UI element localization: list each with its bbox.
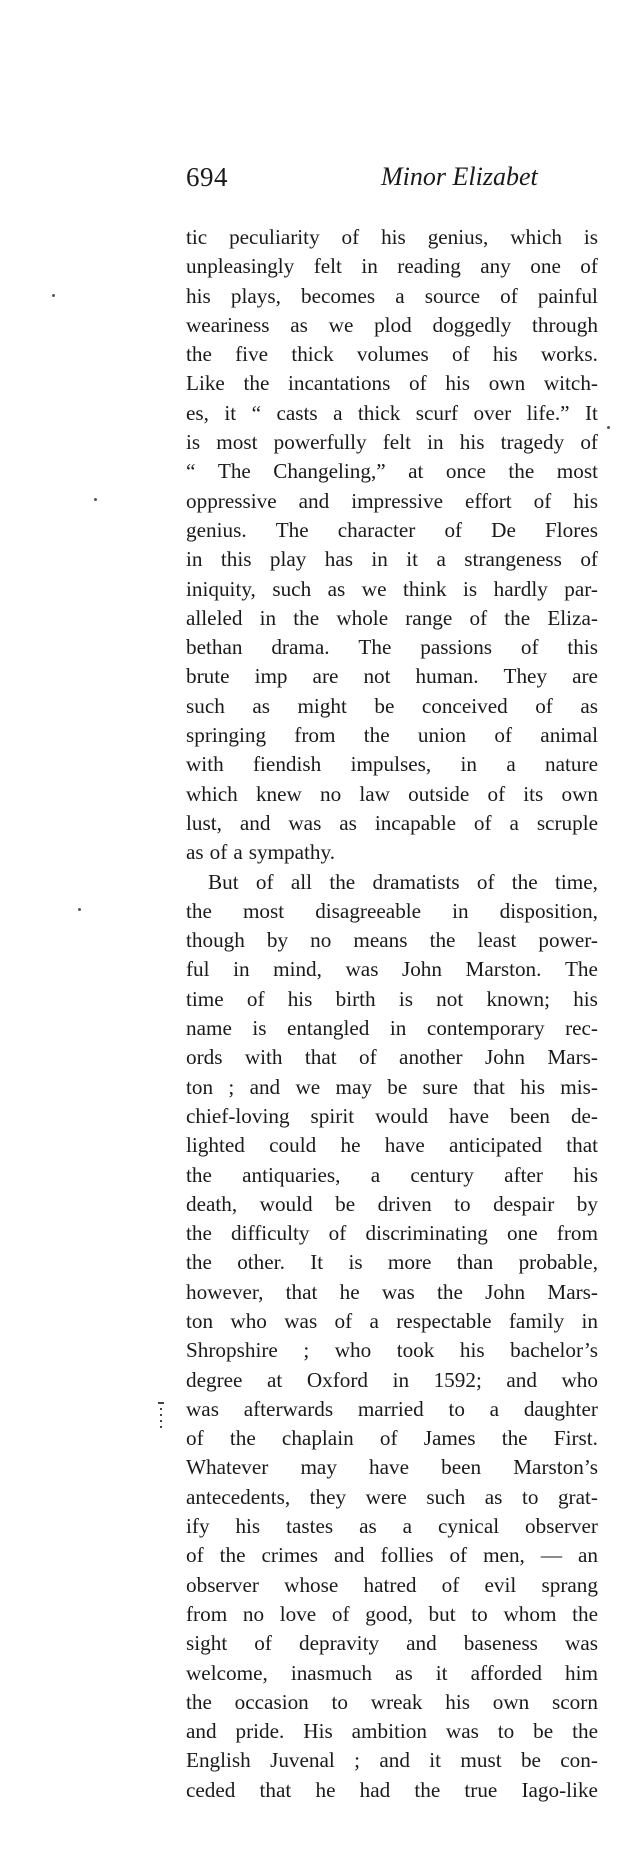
text-line: from no love of good, but to whom the xyxy=(186,1601,598,1626)
text-line: bethan drama. The passions of this xyxy=(186,635,598,660)
text-line: ify his tastes as a cynical observer xyxy=(186,1514,598,1539)
text-line: and pride. His ambition was to be the xyxy=(186,1719,598,1744)
text-line: degree at Oxford in 1592; and who xyxy=(186,1367,598,1392)
text-line: with fiendish impulses, in a nature xyxy=(186,752,598,777)
text-line: name is entangled in contemporary rec- xyxy=(186,1016,598,1041)
margin-annotation-mark xyxy=(158,1402,164,1428)
text-line: as of a sympathy. xyxy=(186,840,336,865)
text-line: iniquity, such as we think is hardly par- xyxy=(186,576,598,601)
margin-speck xyxy=(94,498,97,501)
text-line: es, it “ casts a thick scurf over life.” It xyxy=(186,400,598,425)
text-line: his plays, becomes a source of painful xyxy=(186,283,598,308)
text-line: weariness as we plod doggedly through xyxy=(186,312,598,337)
text-line: time of his birth is not known; his xyxy=(186,986,598,1011)
text-line: the difficulty of discriminating one from xyxy=(186,1221,598,1246)
text-line: alleled in the whole range of the Eliza- xyxy=(186,605,598,630)
text-line: lighted could he have anticipated that xyxy=(186,1133,598,1158)
running-title: Minor Elizabet xyxy=(381,162,538,191)
text-line: the five thick volumes of his works. xyxy=(186,342,598,367)
text-line: lust, and was as incapable of a scruple xyxy=(186,810,598,835)
text-line: ful in mind, was John Marston. The xyxy=(186,957,598,982)
text-line: unpleasingly felt in reading any one of xyxy=(186,254,598,279)
text-line: was afterwards married to a daughter xyxy=(186,1396,598,1421)
margin-speck xyxy=(78,908,81,911)
text-line: sight of depravity and baseness was xyxy=(186,1631,598,1656)
text-line: the most disagreeable in disposition, xyxy=(186,898,598,923)
text-line: observer whose hatred of evil sprang xyxy=(186,1572,598,1597)
running-head xyxy=(186,162,618,202)
text-line: though by no means the least power- xyxy=(186,928,598,953)
text-line: chief-loving spirit would have been de- xyxy=(186,1103,598,1128)
text-line: of the chaplain of James the First. xyxy=(186,1426,598,1451)
text-line: which knew no law outside of its own xyxy=(186,781,598,806)
text-line: antecedents, they were such as to grat- xyxy=(186,1484,598,1509)
text-line: springing from the union of animal xyxy=(186,723,598,748)
text-line: the antiquaries, a century after his xyxy=(186,1162,598,1187)
text-line: ton ; and we may be sure that his mis- xyxy=(186,1074,598,1099)
text-line: ords with that of another John Mars- xyxy=(186,1045,598,1070)
text-line: ceded that he had the true Iago-like xyxy=(186,1777,598,1802)
text-line: Like the incantations of his own witch- xyxy=(186,371,598,396)
text-line: such as might be conceived of as xyxy=(186,693,598,718)
text-line: English Juvenal ; and it must be con- xyxy=(186,1748,598,1773)
text-line: is most powerfully felt in his tragedy of xyxy=(186,430,598,455)
text-line: of the crimes and follies of men, — an xyxy=(186,1543,598,1568)
text-line: ton who was of a respectable family in xyxy=(186,1308,598,1333)
text-line: “ The Changeling,” at once the most xyxy=(186,459,598,484)
text-line: Shropshire ; who took his bachelor’s xyxy=(186,1338,598,1363)
text-line: genius. The character of De Flores xyxy=(186,517,598,542)
margin-speck xyxy=(52,294,55,297)
text-line: tic peculiarity of his genius, which is xyxy=(186,225,598,249)
text-line: welcome, inasmuch as it afforded him xyxy=(186,1660,598,1685)
text-line: brute imp are not human. They are xyxy=(186,664,598,689)
text-line: oppressive and impressive effort of his xyxy=(186,488,598,513)
margin-speck xyxy=(607,426,610,429)
page-number: 694 xyxy=(186,162,228,192)
text-line: the occasion to wreak his own scorn xyxy=(186,1689,598,1714)
text-line: Whatever may have been Marston’s xyxy=(186,1455,598,1480)
text-line: the other. It is more than probable, xyxy=(186,1250,598,1275)
text-line: however, that he was the John Mars- xyxy=(186,1279,598,1304)
text-line: in this play has in it a strangeness of xyxy=(186,547,598,572)
body-text xyxy=(186,223,598,1805)
text-line: death, would be driven to despair by xyxy=(186,1191,598,1216)
text-line: But of all the dramatists of the time, xyxy=(208,869,598,894)
